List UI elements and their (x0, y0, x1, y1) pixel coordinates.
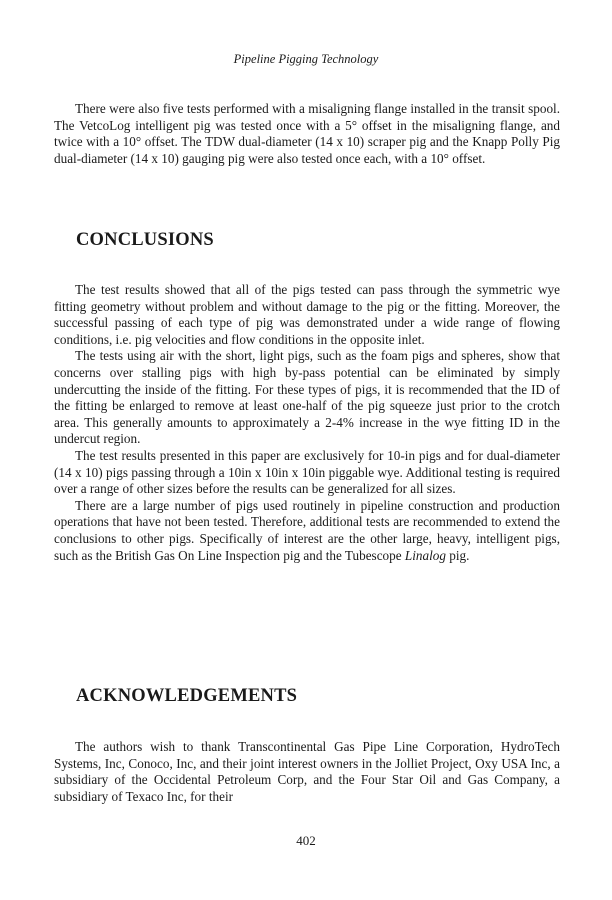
acknowledgements-paragraph: The authors wish to thank Transcontinental Gas Pipe Line Corporation, HydroTech Systems, Inc, Conoco, Inc, and their joint interest owners in the Jolliet Project, Oxy USA Inc, a subsidiary of the Occidental Petroleum Corp, and the Four Star Oil and Gas Company, a subsidiary of Texaco Inc, for their (54, 739, 560, 804)
acknowledgements-heading: ACKNOWLEDGEMENTS (76, 686, 298, 706)
conclusions-paragraph-4-text-a: There are a large number of pigs used routinely in pipeline construction and production operations that have not been tested. Therefore, additional tests are recommended to extend the conclusions to other pigs. Specifically of interest are the other large, heavy, intelligent pigs, such as the British Gas On Line Inspection pig and the Tubescope (54, 497, 560, 563)
conclusions-paragraph-2: The tests using air with the short, light pigs, such as the foam pigs and spheres, show that concerns over stalling pigs with high by-pass potential can be eliminated by simply undercutting the inside of the fitting. For these types of pigs, it is recommended that the ID of the fitting be enlarged to remove at least one-half of the pig squeeze just prior to the crotch area. This generally amounts to approximately a 2-4% increase in the wye fitting ID in the undercut region. (54, 348, 560, 447)
conclusions-section (54, 282, 560, 564)
running-header: Pipeline Pigging Technology (233, 52, 379, 66)
linalog-product-name: Linalog (404, 547, 446, 563)
intro-paragraph: There were also five tests performed with a misaligning flange installed in the transit spool. The VetcoLog intelligent pig was tested once with a 5° offset in the misaligning flange, and twice with a 10° offset. The TDW dual-diameter (14 x 10) scraper pig and the Knapp Polly Pig dual-diameter (14 x 10) gauging pig were also tested once each, with a 10° offset. (54, 101, 560, 166)
conclusions-paragraph-4 (54, 498, 560, 564)
conclusions-heading: CONCLUSIONS (76, 230, 214, 250)
page-number: 402 (296, 833, 316, 848)
conclusions-paragraph-4-text-b: pig. (445, 547, 470, 563)
acknowledgements-section (54, 739, 560, 805)
conclusions-paragraph-1: The test results showed that all of the pigs tested can pass through the symmetric wye fitting geometry without problem and without damage to the pig or the fitting. Moreover, the successful passing of each type of pig was demonstrated under a wide range of flowing conditions, i.e. pig velocities and flow conditions in the opposite inlet. (54, 282, 560, 347)
intro-section (54, 101, 560, 167)
conclusions-paragraph-3: The test results presented in this paper are exclusively for 10-in pigs and for dual-diameter (14 x 10) pigs passing through a 10in x 10in x 10in piggable wye. Additional testing is required over a range of other sizes before the results can be generalized for all sizes. (54, 447, 560, 497)
